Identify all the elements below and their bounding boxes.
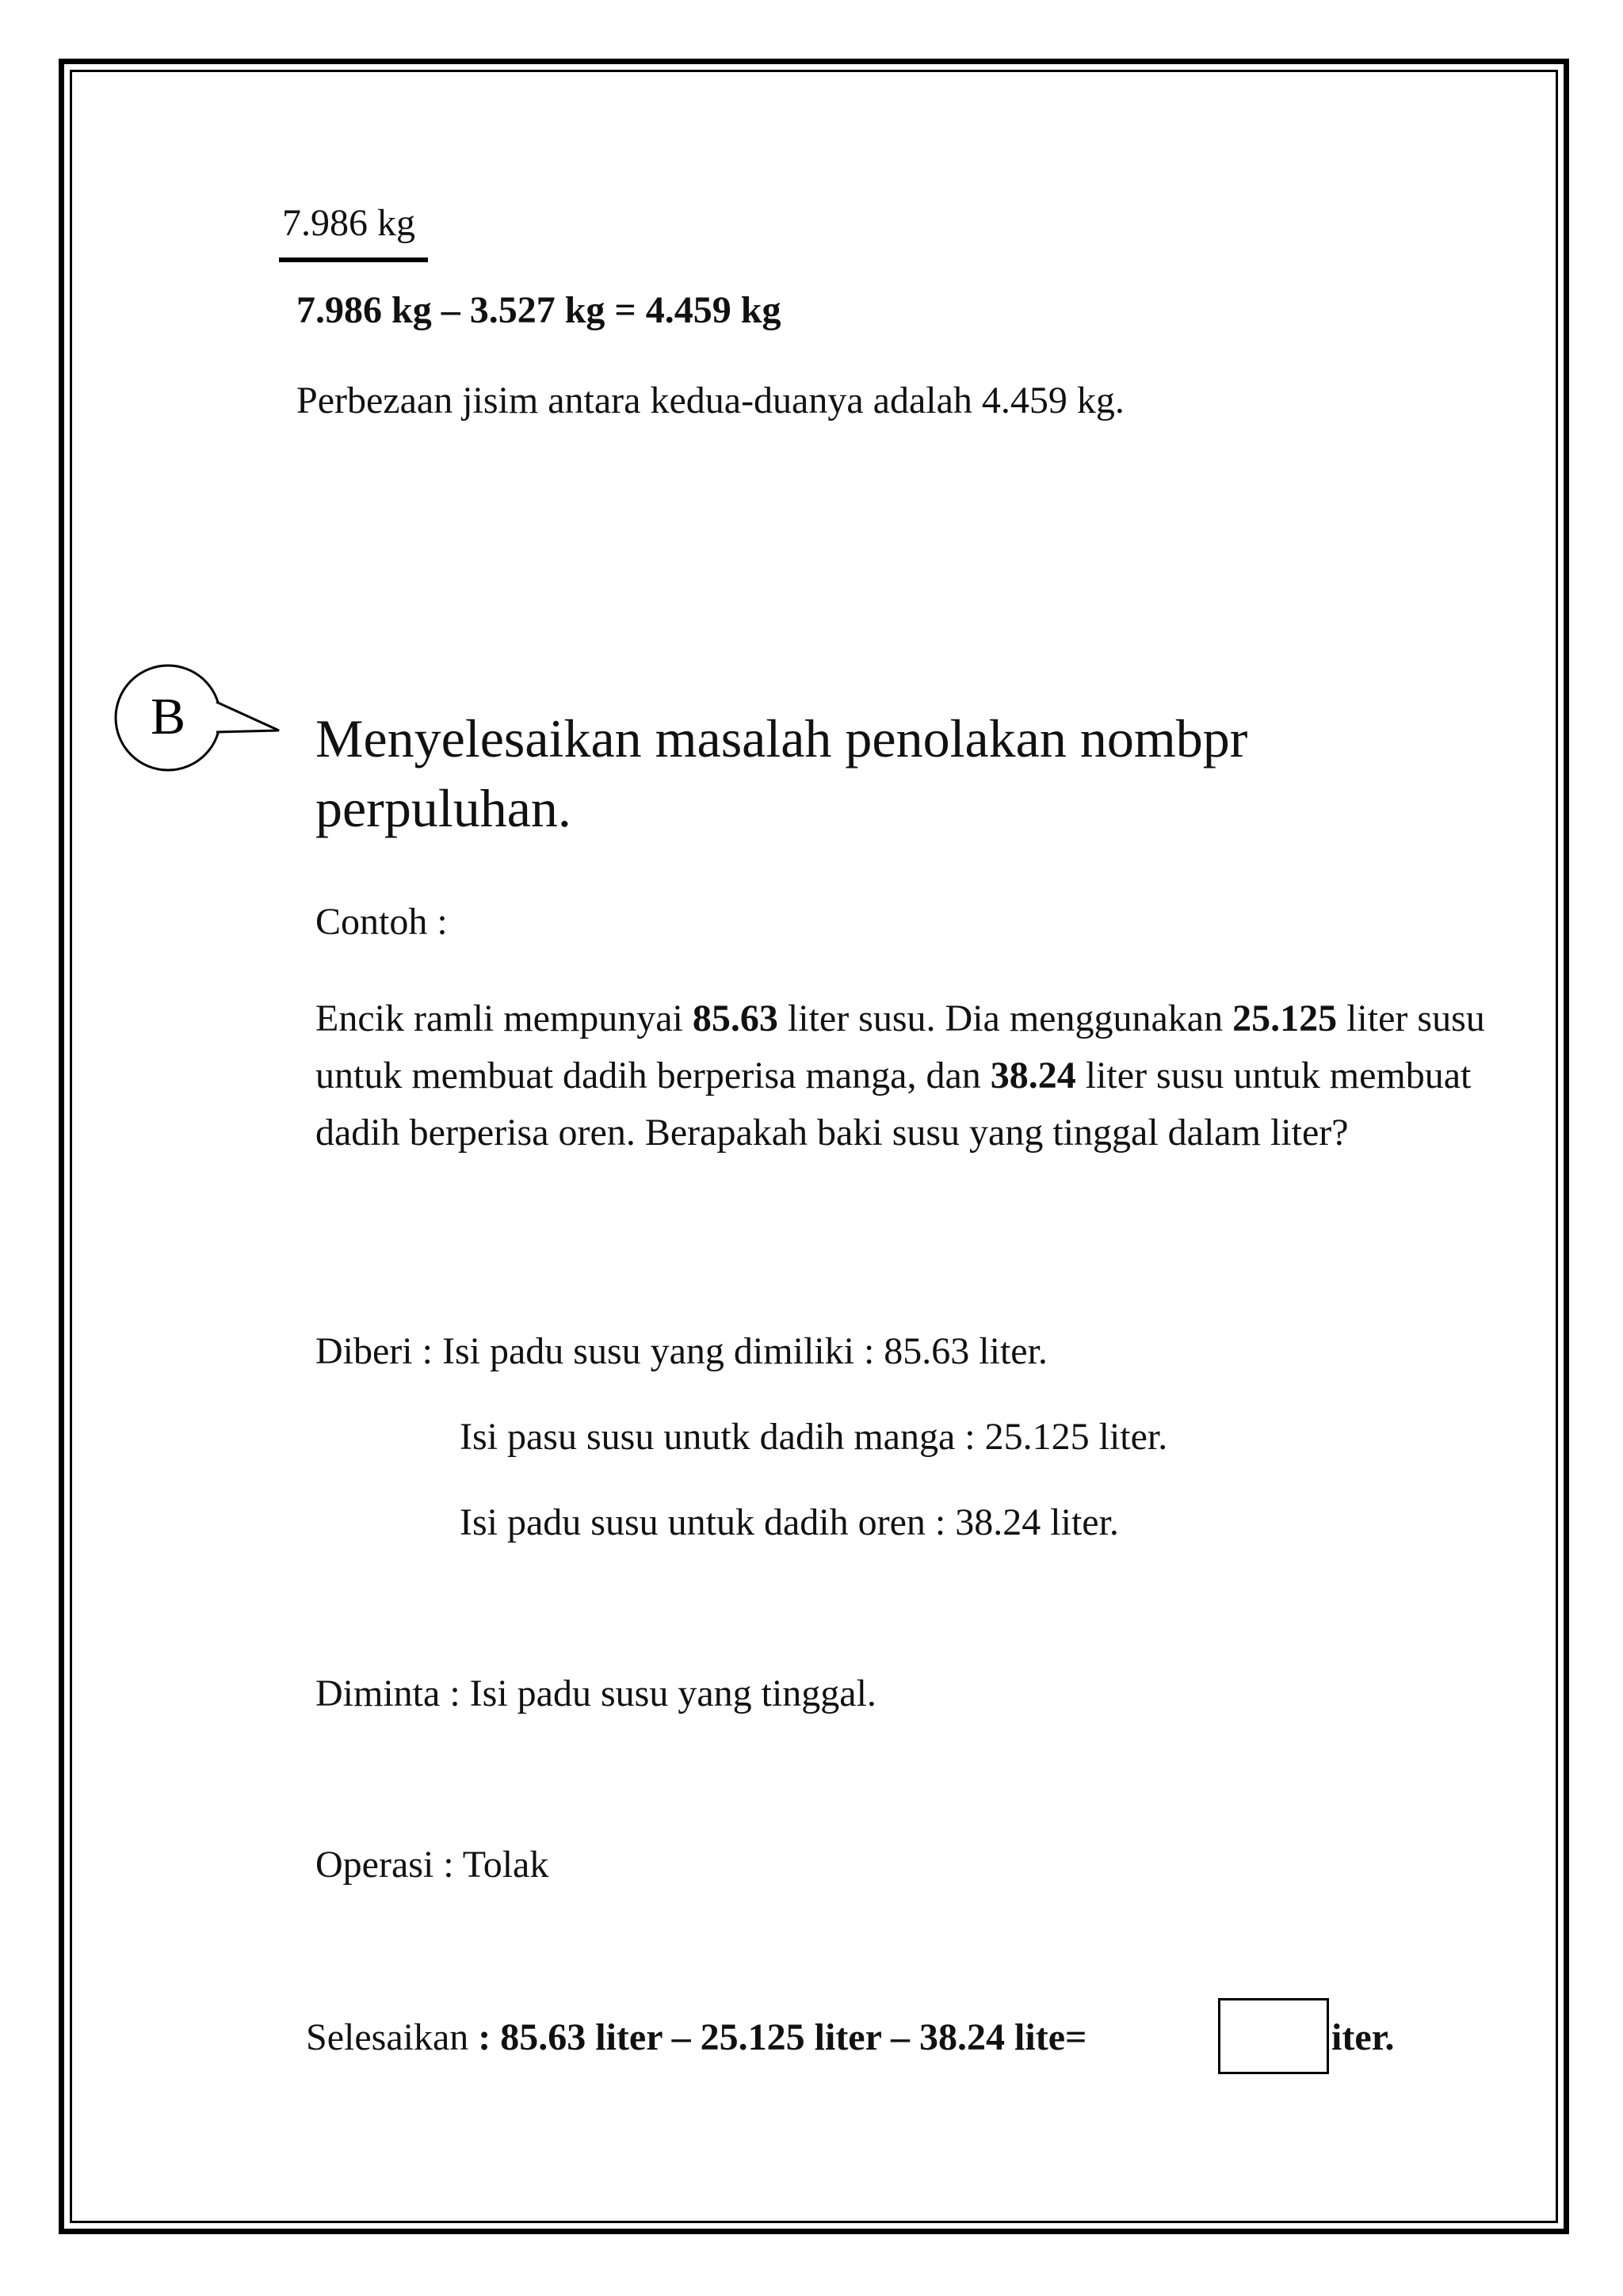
- section-badge: B: [150, 688, 186, 746]
- section-title: Menyelesaikan masalah penolakan nombpr perpuluhan.: [315, 708, 1248, 838]
- problem-statement: Encik ramli mempunyai 85.63 liter susu. Dia menggunakan 25.125 liter susu untuk membuat dadih berperisa manga, dan 38.24 liter susu untuk membuat dadih berperisa oren. Berapakah baki susu yang tinggal dalam liter?: [315, 997, 1485, 1154]
- previous-equation: 7.986 kg – 3.527 kg = 4.459 kg: [296, 289, 781, 331]
- operation-line: Operasi : Tolak: [315, 1844, 549, 1886]
- solve-expression: : 85.63 liter – 25.125 liter – 38.24 lite=: [478, 2016, 1087, 2058]
- solve-line: [306, 2016, 1087, 2058]
- required-line: Diminta : Isi padu susu yang tinggal.: [315, 1672, 876, 1714]
- mango-volume: 25.125: [1232, 997, 1338, 1039]
- section-badge-callout: [103, 650, 285, 784]
- orange-volume: 38.24: [990, 1055, 1076, 1097]
- solve-label: Selesaikan: [306, 2016, 479, 2058]
- previous-conclusion: Perbezaan jisim antara kedua-duanya adalah 4.459 kg.: [296, 379, 1125, 421]
- given-line-3: Isi padu susu untuk dadih oren : 38.24 liter.: [460, 1501, 1119, 1543]
- value-underline: [279, 257, 428, 262]
- given-line-2: Isi pasu susu unutk dadih manga : 25.125 liter.: [460, 1416, 1168, 1458]
- example-label: Contoh :: [315, 901, 448, 943]
- solve-unit: iter.: [1331, 2016, 1395, 2058]
- total-volume: 85.63: [692, 997, 778, 1039]
- given-line-1: Diberi : Isi padu susu yang dimiliki : 85.63 liter.: [315, 1330, 1048, 1372]
- previous-value: 7.986 kg: [282, 202, 415, 244]
- callout-pointer-icon: [216, 702, 279, 732]
- answer-box[interactable]: [1218, 1998, 1329, 2074]
